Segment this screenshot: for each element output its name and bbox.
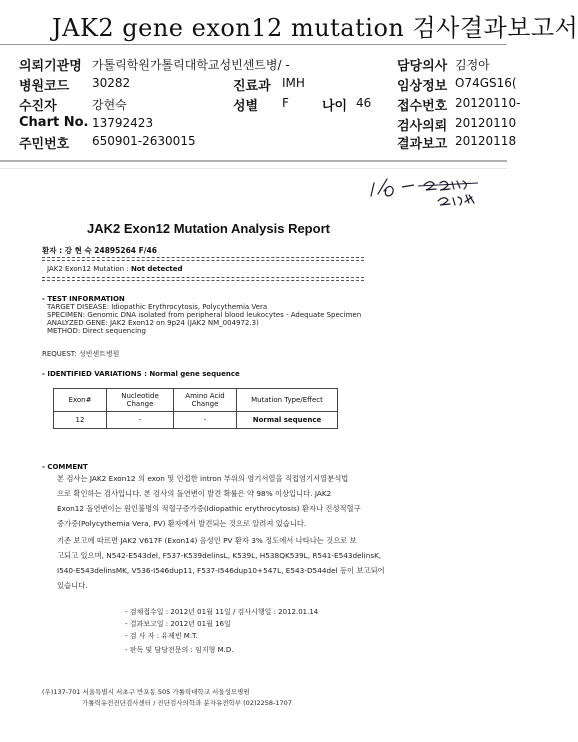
comment-line: 으로 확인하는 검사입니다. 본 검사의 돌연변이 발견 확률은 약 98% 이상입니다. JAK2 — [57, 489, 332, 498]
footer-address: (우)137-701 서울특별시 서초구 반포동 505 가톨릭대학교 서울성모병원 — [42, 688, 250, 696]
report-title-header: JAK2 gene exon12 mutation 검사결과보고서 — [52, 14, 578, 42]
dashed-rule — [42, 257, 364, 258]
value-patient: 강현숙 — [92, 98, 127, 112]
test-info-line: ANALYZED GENE: JAK2 Exon12 on 9p24 (JAK2 NM_004972.3) — [47, 319, 259, 327]
value-sex: F — [282, 96, 289, 110]
comment-line: 고되고 있으며, N542-E543del, F537-K539delinsL, K539L, H538QK539L, R541-E543delinsK, — [57, 551, 382, 560]
test-info-line: METHOD: Direct sequencing — [47, 327, 146, 335]
table-cell: - — [174, 412, 237, 429]
sign-line: - 검체접수일 : 2012년 01월 11일 / 검사시행일 : 2012.01.14 — [125, 608, 319, 616]
variations-heading: - IDENTIFIED VARIATIONS : Normal gene sequence — [42, 370, 240, 378]
summary-prefix: JAK2 Exon12 Mutation : — [47, 265, 131, 273]
value-institution: 가톨릭학원가톨릭대학교성빈센트병/ - — [92, 58, 290, 72]
label-accession: 접수번호 — [397, 99, 448, 114]
table-header-cell: Mutation Type/Effect — [237, 389, 338, 412]
footer-department: 가톨릭유전진단검사센터 / 진단검사의학과 분자유전학부 (02)2258-1707 — [82, 699, 292, 707]
request-line: REQUEST: 성빈센트병원 — [42, 350, 120, 358]
comment-line: 본 검사는 JAK2 Exon12 의 exon 및 인접한 intron 부위의 염기서열을 직접염기서열분석법 — [57, 474, 349, 483]
sign-line: - 결과보고일 : 2012년 01월 16일 — [125, 620, 231, 628]
label-sex: 성별 — [233, 99, 259, 114]
value-age: 46 — [356, 96, 372, 110]
label-age: 나이 — [322, 99, 348, 114]
comment-heading: - COMMENT — [42, 463, 88, 471]
table-cell: - — [107, 412, 174, 429]
sign-line: - 판독 및 담당전문의 : 임지형 M.D. — [125, 646, 234, 654]
table-header-cell: Exon# — [54, 389, 107, 412]
comment-line: 증가증(Polycythemia Vera, PV) 환자에서 발견되는 것으로 알려져 있습니다. — [57, 519, 307, 528]
label-report-date: 결과보고 — [397, 137, 448, 152]
header-bottom-divider — [0, 160, 507, 162]
value-resident-no: 650901-2630015 — [92, 134, 196, 148]
test-info-line: SPECIMEN: Genomic DNA isolated from peripheral blood leukocytes - Adequate Specimen — [47, 311, 362, 319]
dashed-rule — [42, 260, 364, 261]
scanned-report — [0, 168, 507, 742]
value-hospital-code: 30282 — [92, 76, 131, 90]
test-info-line: TARGET DISEASE: Idiopathic Erythrocytosis, Polycythemia Vera — [47, 303, 268, 311]
comment-line: I540-E543delinsMK, V536-I546dup11, F537-I546dup10+547L, E543-D544del 등이 보고되어 — [57, 566, 385, 575]
value-accession: 20120110- — [455, 96, 521, 110]
value-request-date: 20120110 — [455, 116, 517, 130]
table-header-cell: Amino Acid Change — [174, 389, 237, 412]
dashed-rule — [42, 280, 364, 281]
test-info-heading: - TEST INFORMATION — [42, 295, 125, 303]
table-header-cell: Nucleotide Change — [107, 389, 174, 412]
label-resident-no: 주민번호 — [19, 137, 70, 152]
table-header-row — [54, 389, 338, 412]
sign-line: - 검 사 자 : 유제빈 M.T. — [125, 632, 198, 640]
label-doctor: 담당의사 — [397, 59, 448, 74]
dashed-rule — [42, 277, 364, 278]
label-patient: 수진자 — [19, 99, 57, 114]
label-clinical-info: 임상정보 — [397, 79, 448, 94]
label-department: 진료과 — [233, 79, 271, 94]
table-row — [54, 412, 338, 429]
label-request-date: 검사의뢰 — [397, 119, 448, 134]
patient-line: 환자 : 강 현 숙 24895264 F/46 — [42, 246, 157, 255]
header-divider — [0, 44, 507, 45]
variation-table — [53, 388, 338, 429]
summary-line — [47, 265, 183, 273]
value-department: IMH — [282, 76, 305, 90]
comment-line: Exon12 돌연변이는 원인불명의 적혈구증가증(Idiopathic erythrocytosis) 환자나 진성적혈구 — [57, 504, 361, 513]
scan-report-title: JAK2 Exon12 Mutation Analysis Report — [87, 221, 330, 236]
value-chart-no: 13792423 — [92, 116, 154, 130]
table-cell: Normal sequence — [237, 412, 338, 429]
label-chart-no: Chart No. — [19, 115, 89, 130]
label-institution: 의뢰기관명 — [19, 59, 82, 74]
comment-line: 있습니다. — [57, 581, 88, 590]
table-cell: 12 — [54, 412, 107, 429]
comment-line: 기존 보고에 따르면 JAK2 V617F (Exon14) 음성인 PV 환자 3% 정도에서 나타나는 것으로 보 — [57, 536, 357, 545]
summary-result: Not detected — [130, 265, 183, 273]
label-hospital-code: 병원코드 — [19, 79, 70, 94]
value-doctor: 김정아 — [455, 58, 490, 72]
value-report-date: 20120118 — [455, 134, 517, 148]
handwritten-annotation — [360, 169, 507, 213]
value-clinical-info: O74GS16( — [455, 76, 517, 90]
